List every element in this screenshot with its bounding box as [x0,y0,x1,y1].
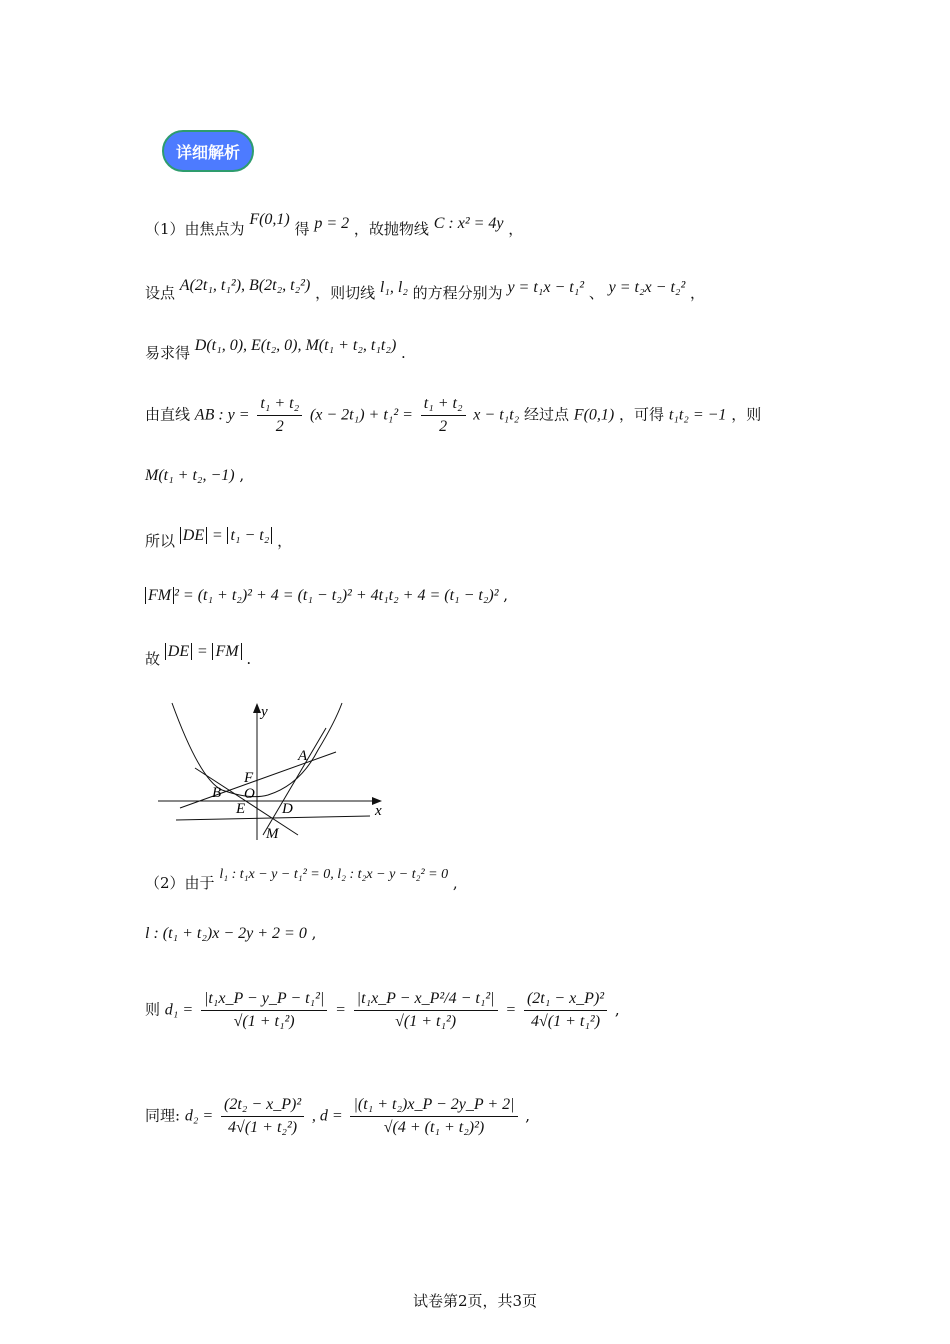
y-axis-arrow [253,703,261,713]
text: , [239,466,245,484]
formula-eq: = [211,527,223,544]
label-D: D [282,801,293,817]
label-M: M [266,826,279,842]
text: ，则切线 [315,284,376,302]
formula-C: C : x² = 4y [433,215,504,232]
p2-line1 [145,867,458,893]
text: , [452,874,458,892]
formula-p: p = 2 [314,215,350,232]
formula-eq: = [335,1001,346,1019]
numerator: |t₁x_P − x_P²/4 − t₁²| [354,990,498,1011]
denominator: √(1 + t₁²) [233,1013,295,1030]
text: ，可得 [619,405,665,424]
formula-d2: d₂ = [184,1107,214,1125]
text: ， [690,284,706,302]
formula-eq: = [505,1001,517,1019]
p2-line4 [145,1096,530,1137]
formula-AB-points: A(2t₁, t₁²), B(2t₂, t₂²) [179,277,311,294]
formula-d1: d₁ = [164,1001,194,1019]
formula-F: F(0,1) [249,211,290,228]
denominator: 4√(1 + t₂²) [228,1119,298,1136]
text: . [401,344,406,362]
text: 易求得 [145,344,191,362]
text: ， [277,532,293,550]
text: 由直线 [145,405,191,424]
numerator: (2t₁ − x_P)² [524,990,607,1011]
formula-abs-FM: FM [145,587,174,604]
text: （2）由于 [145,874,215,892]
line-l [176,816,370,820]
fraction-d2 [221,1096,304,1137]
denominator: 2 [275,418,284,435]
fraction-d1-b [354,990,498,1031]
text: . [246,650,252,668]
formula-l: l : (t₁ + t₂)x − 2y + 2 = 0 [145,925,307,942]
text: 得 [294,220,310,238]
text: （1）由焦点为 [145,220,245,238]
numerator: (2t₂ − x_P)² [221,1096,304,1117]
text: , [525,1106,531,1125]
formula-abs-DE: DE [165,643,192,660]
text: 的方程分别为 [412,284,503,302]
text: 故 [145,650,161,668]
formula-product: t₁t₂ = −1 [668,406,727,424]
formula-abs-diff: t₁ − t₂ [227,527,272,544]
text: ，则 [731,405,762,424]
fraction-d1-c [524,990,607,1031]
formula-tangent1: y = t₁x − t₁² [507,279,585,296]
formula-M: M(t₁ + t₂, −1) [145,467,235,484]
formula-end: x − t₁t₂ [473,406,520,424]
formula-tangent2: y = t₂x − t₂² [608,279,686,296]
chord-AB [180,752,336,808]
text: ，故抛物线 [353,220,429,238]
label-y: y [261,704,268,720]
text: 所以 [145,532,176,550]
text: 设点 [145,284,176,302]
formula-FM-expansion: ² = (t₁ + t₂)² + 4 = (t₁ − t₂)² + 4t₁t₂ + 4 = (t₁ − t₂)² [174,587,499,604]
denominator: √(1 + t₁²) [395,1013,457,1030]
numerator: t₁ + t₂ [257,395,302,416]
numerator: t₁ + t₂ [421,395,466,416]
formula-d: , d = [311,1107,343,1125]
text: , [503,586,509,604]
formula-AB-line: AB : y = [194,406,250,424]
p2-line2 [145,924,316,943]
numerator: |(t₁ + t₂)x_P − 2y_P + 2| [350,1096,517,1117]
fraction-d [350,1096,517,1137]
fraction-d1-a [201,990,327,1031]
text: 经过点 [524,405,570,424]
formula-l1-l2: l₁ : t₁x − y − t₁² = 0, l₂ : t₂x − y − t₂² = 0 [219,867,449,882]
p2-line3 [145,990,620,1031]
formula-l1l2: l₁, l₂ [379,279,408,296]
label-A: A [298,748,308,764]
detailed-analysis-badge: 详细解析 [162,130,254,172]
label-O: O [244,786,255,802]
text: 、 [588,284,604,302]
denominator: √(4 + (t₁ + t₂)²) [383,1119,485,1136]
denominator: 2 [439,418,448,435]
formula-eq: = [196,643,208,660]
label-F: F [244,770,254,786]
text: ， [508,220,524,238]
label-B: B [212,785,222,801]
formula-abs-FM: FM [212,643,241,660]
formula-mid: (x − 2t₁) + t₁² = [309,406,413,424]
label-x: x [375,803,382,819]
text: 同理: [145,1106,181,1125]
page-footer: 试卷第2页，共3页 [412,1292,538,1310]
denominator: 4√(1 + t₁²) [530,1013,601,1030]
formula-DEM: D(t₁, 0), E(t₂, 0), M(t₁ + t₂, t₁t₂) [194,337,397,354]
formula-abs-DE: DE [180,527,207,544]
text: , [614,1000,620,1019]
formula-F: F(0,1) [573,406,615,424]
numerator: |t₁x_P − y_P − t₁²| [201,990,327,1011]
text: 则 [145,1000,161,1019]
label-E: E [236,801,246,817]
text: , [311,924,317,942]
